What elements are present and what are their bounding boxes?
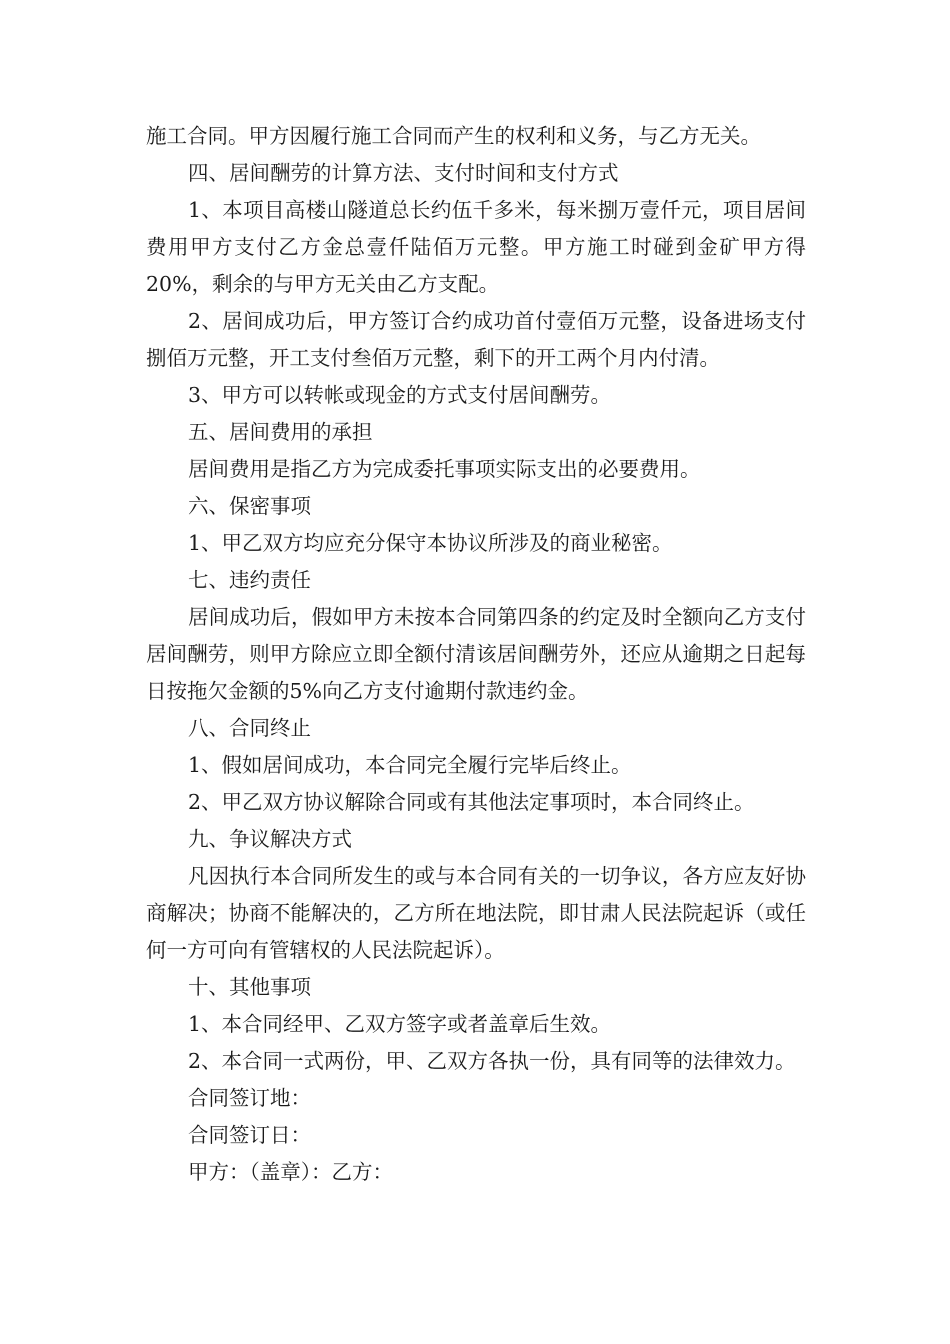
clause-4-3: 3、甲方可以转帐或现金的方式支付居间酬劳。: [188, 383, 612, 407]
paragraph-continuation: 施工合同。甲方因履行施工合同而产生的权利和义务，与乙方无关。: [146, 124, 761, 148]
clause-4-1: 1、本项目高楼山隧道总长约伍千多米，每米捌万壹仟元，项目居间费用甲方支付乙方金总壹仟陆佰万元整。甲方施工时碰到金矿甲方得20%，剩余的与甲方无关由乙方支配。: [146, 198, 806, 296]
section-heading-9: 九、争议解决方式: [188, 827, 352, 851]
signing-date-label: 合同签订日：: [188, 1123, 311, 1147]
section-heading-6: 六、保密事项: [188, 494, 311, 518]
clause-7: 居间成功后，假如甲方未按本合同第四条的约定及时全额向乙方支付居间酬劳，则甲方除应立即全额付清该居间酬劳外，还应从逾期之日起每日按拖欠金额的5%向乙方支付逾期付款违约金。: [146, 605, 806, 703]
section-heading-5: 五、居间费用的承担: [188, 420, 373, 444]
clause-10-1: 1、本合同经甲、乙双方签字或者盖章后生效。: [188, 1012, 612, 1036]
clause-6-1: 1、甲乙双方均应充分保守本协议所涉及的商业秘密。: [188, 531, 673, 555]
clause-9: 凡因执行本合同所发生的或与本合同有关的一切争议，各方应友好协商解决；协商不能解决的，乙方所在地法院，即甘肃人民法院起诉（或任何一方可向有管辖权的人民法院起诉）。: [146, 864, 806, 962]
signing-place-label: 合同签订地：: [188, 1086, 311, 1110]
section-heading-10: 十、其他事项: [188, 975, 311, 999]
clause-10-2: 2、本合同一式两份，甲、乙双方各执一份，具有同等的法律效力。: [188, 1049, 796, 1073]
section-heading-4: 四、居间酬劳的计算方法、支付时间和支付方式: [188, 161, 619, 185]
party-signature-line: 甲方：（盖章）：乙方：: [188, 1160, 393, 1184]
section-heading-8: 八、合同终止: [188, 716, 311, 740]
section-heading-7: 七、违约责任: [188, 568, 311, 592]
contract-body: [146, 118, 806, 1191]
clause-5: 居间费用是指乙方为完成委托事项实际支出的必要费用。: [188, 457, 701, 481]
clause-8-1: 1、假如居间成功，本合同完全履行完毕后终止。: [188, 753, 632, 777]
clause-8-2: 2、甲乙双方协议解除合同或有其他法定事项时，本合同终止。: [188, 790, 755, 814]
clause-4-2: 2、居间成功后，甲方签订合约成功首付壹佰万元整，设备进场支付捌佰万元整，开工支付叁佰万元整，剩下的开工两个月内付清。: [146, 309, 806, 370]
